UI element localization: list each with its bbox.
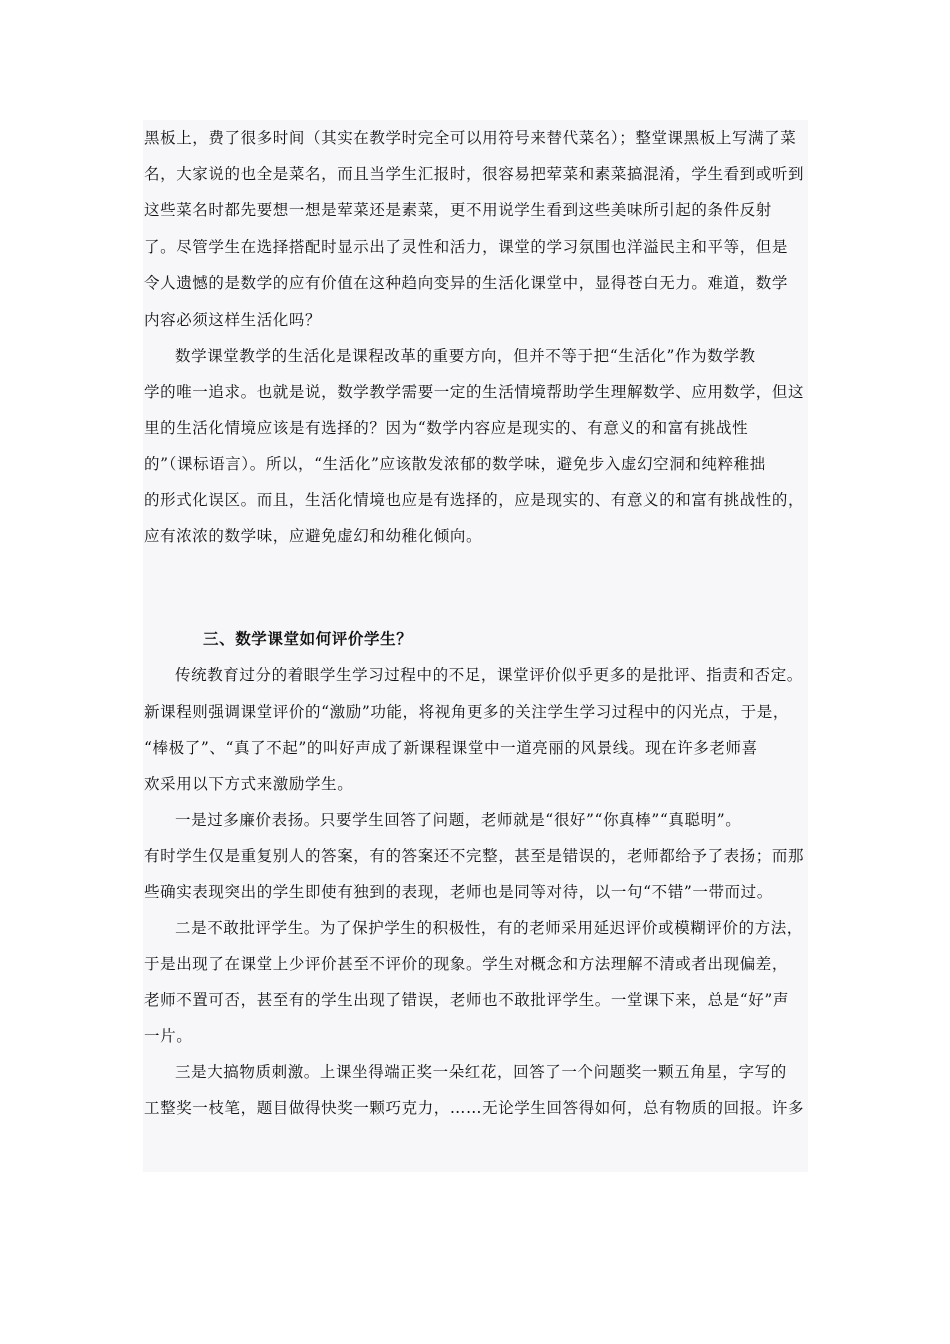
text-line: 欢采用以下方式来激励学生。 <box>144 775 354 793</box>
text-line: 有时学生仅是重复别人的答案，有的答案还不完整，甚至是错误的，老师都给予了表扬；而那 <box>144 847 805 865</box>
text-line: 名，大家说的也全是菜名，而且当学生汇报时，很容易把荤菜和素菜搞混淆，学生看到或听到 <box>144 165 805 183</box>
paragraph-first-line: 数学课堂教学的生活化是课程改革的重要方向，但并不等于把“生活化”作为数学教 <box>175 347 756 365</box>
text-line: 的形式化误区。而且，生活化情境也应是有选择的，应是现实的、有意义的和富有挑战性的， <box>144 491 805 509</box>
text-line: “棒极了”、“真了不起”的叫好声成了新课程课堂中一道亮丽的风景线。现在许多老师喜 <box>144 739 758 757</box>
paragraph-first-line: 三是大搞物质刺激。上课坐得端正奖一朵红花，回答了一个问题奖一颗五角星，字写的 <box>175 1063 787 1081</box>
text-line: 内容必须这样生活化吗？ <box>144 311 322 329</box>
text-line: 些确实表现突出的学生即使有独到的表现，老师也是同等对待，以一句“不错”一带而过。 <box>144 883 773 901</box>
text-line: 这些菜名时都先要想一想是荤菜还是素菜，更不用说学生看到这些美味所引起的条件反射 <box>144 201 772 219</box>
text-line: 于是出现了在课堂上少评价甚至不评价的现象。学生对概念和方法理解不清或者出现偏差， <box>144 955 789 973</box>
paragraph-first-line: 传统教育过分的着眼学生学习过程中的不足，课堂评价似乎更多的是批评、指责和否定。 <box>175 666 803 684</box>
text-line: 一片。 <box>144 1027 193 1045</box>
text-line: 令人遗憾的是数学的应有价值在这种趋向变异的生活化课堂中，显得苍白无力。难道，数学 <box>144 274 789 292</box>
text-line: 的”（课标语言）。所以，“生活化”应该散发浓郁的数学味，避免步入虚幻空洞和纯粹稚拙 <box>144 455 766 473</box>
text-line: 老师不置可否，甚至有的学生出现了错误，老师也不敢批评学生。一堂课下来，总是“好”声 <box>144 991 789 1009</box>
paragraph-first-line: 一是过多廉价表扬。只要学生回答了问题，老师就是“很好”“你真棒”“真聪明”。 <box>175 811 742 829</box>
text-line: 了。尽管学生在选择搭配时显示出了灵性和活力，课堂的学习氛围也洋溢民主和平等，但是 <box>144 238 789 256</box>
section-heading: 三、数学课堂如何评价学生？ <box>203 629 413 648</box>
text-line: 里的生活化情境应该是有选择的？因为“数学内容应是现实的、有意义的和富有挑战性 <box>144 419 749 437</box>
text-line: 应有浓浓的数学味，应避免虚幻和幼稚化倾向。 <box>144 527 483 545</box>
text-line: 工整奖一枝笔，题目做得快奖一颗巧克力，……无论学生回答得如何，总有物质的回报。许多 <box>144 1099 805 1117</box>
text-line: 黑板上，费了很多时间（其实在教学时完全可以用符号来替代菜名）；整堂课黑板上写满了菜 <box>144 129 797 147</box>
paragraph-first-line: 二是不敢批评学生。为了保护学生的积极性，有的老师采用延迟评价或模糊评价的方法， <box>175 919 803 937</box>
text-line: 新课程则强调课堂评价的“激励”功能，将视角更多的关注学生学习过程中的闪光点，于是， <box>144 703 789 721</box>
text-line: 学的唯一追求。也就是说，数学教学需要一定的生活情境帮助学生理解数学、应用数学，但这 <box>144 383 805 401</box>
